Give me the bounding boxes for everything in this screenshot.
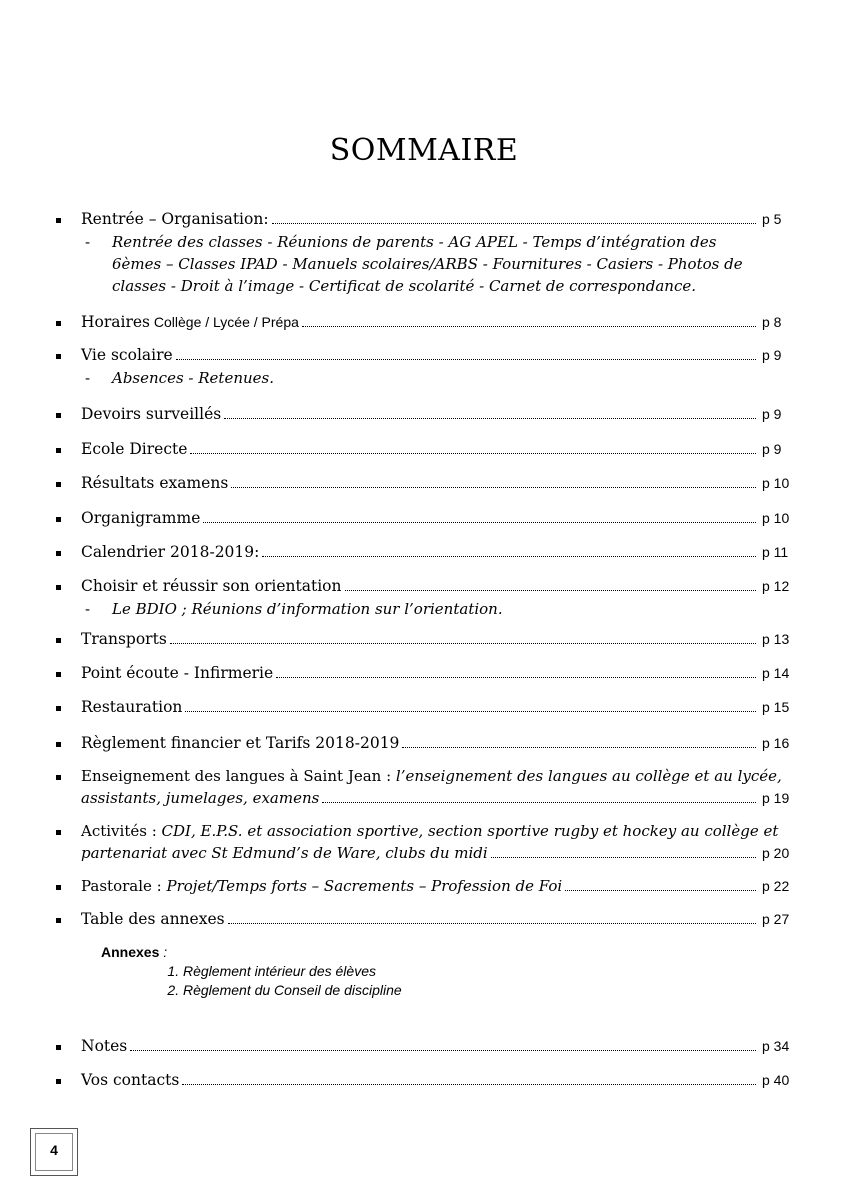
bullet-icon xyxy=(56,585,61,590)
leader-dots xyxy=(176,359,756,360)
toc-entry-vie-scolaire[interactable] xyxy=(56,346,796,366)
toc-label-suffix: : xyxy=(263,210,269,228)
leader-dots xyxy=(491,857,756,858)
toc-entry-langues[interactable] xyxy=(56,767,796,787)
toc-label: Organigramme xyxy=(81,509,201,527)
toc-entry-devoirs[interactable] xyxy=(56,405,796,425)
toc-detail: Projet/Temps forts – Sacrements – Profession de Foi xyxy=(166,877,563,895)
toc-entry-calendrier[interactable] xyxy=(56,543,796,563)
annexes-item[interactable]: 1. Règlement intérieur des élèves xyxy=(183,962,402,981)
toc-label: Activités xyxy=(81,822,147,840)
toc-label: Vie scolaire xyxy=(81,346,173,364)
toc-label: Choisir et réussir son orientation xyxy=(81,577,342,595)
toc-entry-activites-cont xyxy=(56,844,796,864)
bullet-icon xyxy=(56,517,61,522)
toc-page: p 22 xyxy=(762,878,790,894)
leader-dots xyxy=(276,677,756,678)
leader-dots xyxy=(182,1084,756,1085)
bullet-icon xyxy=(56,1079,61,1084)
toc-entry-langues-cont xyxy=(56,789,796,809)
toc-entry-activites[interactable] xyxy=(56,822,796,842)
toc-label: Ecole Directe xyxy=(81,440,188,458)
toc-subentry xyxy=(85,231,768,297)
annexes-colon: : xyxy=(159,944,168,960)
toc-label: Calendrier 2018-2019 xyxy=(81,543,255,561)
leader-dots xyxy=(345,590,757,591)
toc-entry-resultats[interactable] xyxy=(56,474,796,494)
toc-label-colon: : xyxy=(151,877,167,895)
leader-dots xyxy=(322,802,756,803)
toc-label: Point écoute - Infirmerie xyxy=(81,664,274,682)
toc-page: p 27 xyxy=(762,911,790,927)
toc-entry-contacts[interactable] xyxy=(56,1071,796,1091)
bullet-icon xyxy=(56,830,61,835)
toc-page: p 16 xyxy=(762,735,790,751)
bullet-icon xyxy=(56,1045,61,1050)
toc-label: Restauration xyxy=(81,698,183,716)
toc-detail: partenariat avec St Edmund’s de Ware, clubs du midi xyxy=(81,844,488,862)
bullet-icon xyxy=(56,706,61,711)
bullet-icon xyxy=(56,321,61,326)
page-number: 4 xyxy=(50,1142,58,1158)
toc-label: Pastorale xyxy=(81,877,152,895)
toc-subentry xyxy=(85,367,768,389)
toc-subentry-text: Rentrée des classes - Réunions de parents - AG APEL - Temps d’intégration des 6èmes – Classes IPAD - Manuels scolaires/ARBS - Fournitures - Casiers - Photos de classes - Droit à l’image - Certificat de scolarité - Carnet de correspondance. xyxy=(112,233,743,295)
toc-entry-horaires[interactable] xyxy=(56,313,796,333)
leader-dots xyxy=(203,522,756,523)
toc-entry-reglement-financier[interactable] xyxy=(56,734,796,754)
bullet-icon xyxy=(56,918,61,923)
toc-entry-point-ecoute[interactable] xyxy=(56,664,796,684)
toc-page: p 34 xyxy=(762,1038,790,1054)
toc-page: p 9 xyxy=(762,406,782,422)
bullet-icon xyxy=(56,775,61,780)
dash-icon: - xyxy=(85,600,91,618)
toc-page: p 9 xyxy=(762,347,782,363)
page-number-box xyxy=(30,1128,78,1176)
toc-label: Règlement financier et Tarifs 2018-2019 xyxy=(81,734,400,752)
toc-label: Table des annexes xyxy=(81,910,225,928)
leader-dots xyxy=(402,747,756,748)
toc-subentry-text: Absences - Retenues. xyxy=(112,369,274,387)
toc-page: p 12 xyxy=(762,578,790,594)
toc-page: p 9 xyxy=(762,441,782,457)
bullet-icon xyxy=(56,448,61,453)
bullet-icon xyxy=(56,218,61,223)
toc-page: p 15 xyxy=(762,699,790,715)
toc-entry-organigramme[interactable] xyxy=(56,509,796,529)
dash-icon: - xyxy=(85,233,91,251)
toc-page: p 13 xyxy=(762,631,790,647)
toc-entry-orientation[interactable] xyxy=(56,577,796,597)
bullet-icon xyxy=(56,354,61,359)
toc-page: p 10 xyxy=(762,475,790,491)
leader-dots xyxy=(262,556,756,557)
page-title: SOMMAIRE xyxy=(329,133,519,168)
toc-label: Horaires xyxy=(81,313,150,331)
bullet-icon xyxy=(56,482,61,487)
toc-label: Rentrée – Organisation xyxy=(81,210,264,228)
annexes-item[interactable]: 2. Règlement du Conseil de discipline xyxy=(183,981,402,1000)
toc-entry-notes[interactable] xyxy=(56,1037,796,1057)
leader-dots xyxy=(224,418,756,419)
toc-detail: l’enseignement des langues au collège et au lycée, xyxy=(395,767,782,785)
toc-label-extra: Collège / Lycée / Prépa xyxy=(150,314,299,330)
toc-page: p 19 xyxy=(762,790,790,806)
toc-entry-transports[interactable] xyxy=(56,630,796,650)
toc-entry-restauration[interactable] xyxy=(56,698,796,718)
leader-dots xyxy=(190,453,756,454)
bullet-icon xyxy=(56,885,61,890)
toc-page: p 40 xyxy=(762,1072,790,1088)
toc-label-colon: : xyxy=(146,822,162,840)
toc-label: Notes xyxy=(81,1037,128,1055)
bullet-icon xyxy=(56,638,61,643)
toc-label: Devoirs surveillés xyxy=(81,405,222,423)
toc-subentry xyxy=(85,598,768,620)
toc-entry-rentree[interactable] xyxy=(56,210,796,230)
bullet-icon xyxy=(56,672,61,677)
toc-entry-annexes[interactable] xyxy=(56,910,796,930)
toc-page: p 5 xyxy=(762,211,782,227)
leader-dots xyxy=(130,1050,756,1051)
bullet-icon xyxy=(56,742,61,747)
toc-page: p 20 xyxy=(762,845,790,861)
annexes-heading: Annexes xyxy=(101,944,160,960)
bullet-icon xyxy=(56,413,61,418)
leader-dots xyxy=(272,223,756,224)
bullet-icon xyxy=(56,551,61,556)
leader-dots xyxy=(170,643,756,644)
toc-page: p 10 xyxy=(762,510,790,526)
toc-entry-pastorale[interactable] xyxy=(56,877,796,897)
toc-page: p 11 xyxy=(762,544,789,560)
toc-detail: CDI, E.P.S. et association sportive, section sportive rugby et hockey au collège et xyxy=(161,822,779,840)
toc-label: Résultats examens xyxy=(81,474,229,492)
leader-dots xyxy=(185,711,756,712)
leader-dots xyxy=(565,890,756,891)
toc-detail: assistants, jumelages, examens xyxy=(81,789,320,807)
dash-icon: - xyxy=(85,369,91,387)
annexes-list xyxy=(101,962,402,1000)
toc-page: p 14 xyxy=(762,665,790,681)
toc-entry-ecole-directe[interactable] xyxy=(56,440,796,460)
toc-label-suffix: : xyxy=(254,543,260,561)
leader-dots xyxy=(302,326,756,327)
annexes-block xyxy=(101,943,402,1000)
toc-label: Enseignement des langues à Saint Jean xyxy=(81,767,382,785)
toc-subentry-text: Le BDIO ; Réunions d’information sur l’orientation. xyxy=(112,600,503,618)
toc-label-colon: : xyxy=(381,767,396,785)
leader-dots xyxy=(228,923,756,924)
leader-dots xyxy=(231,487,756,488)
toc-page: p 8 xyxy=(762,314,782,330)
toc-label: Transports xyxy=(81,630,167,648)
toc-label: Vos contacts xyxy=(81,1071,180,1089)
